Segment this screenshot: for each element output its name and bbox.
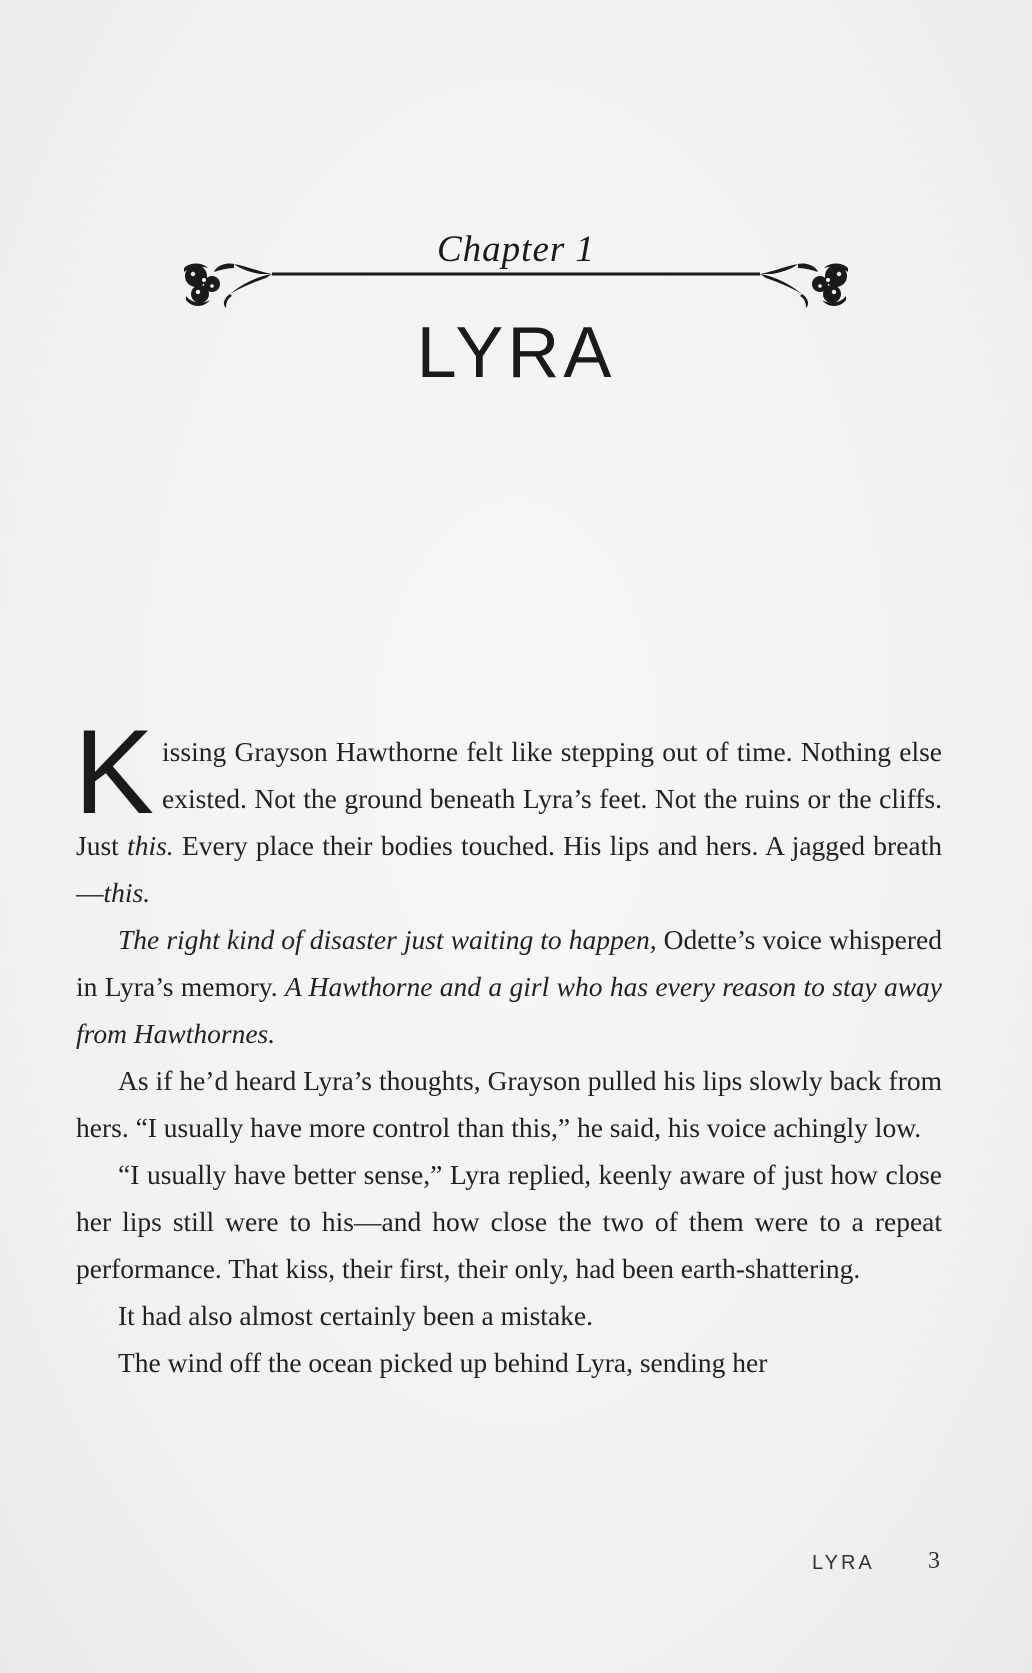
- flourish-rule-icon: [180, 262, 852, 318]
- paragraph-text: Every place their bodies touched. His lips and hers. A jagged breath—: [76, 830, 942, 908]
- page-number: 3: [928, 1548, 940, 1574]
- italic-text: this.: [127, 830, 174, 861]
- paragraph: The wind off the ocean picked up behind Lyra, sending her: [118, 1347, 768, 1378]
- paragraph: [76, 916, 942, 1057]
- paragraph-text: issing Grayson Hawthorne felt like stepping out of time. Nothing else existed. Not the ground beneath Lyra’s feet. Not the ruins or the cliffs. Just: [76, 736, 942, 861]
- running-head: LYRA: [812, 1552, 875, 1574]
- italic-text: The right kind of disaster just waiting to happen,: [118, 924, 657, 955]
- paragraph-text: Odette’s voice whispered in Lyra’s memory.: [76, 924, 943, 1002]
- chapter-body: [74, 705, 943, 1386]
- italic-text: A Hawthorne and a girl who has every reason to stay away from Hawthornes.: [76, 971, 942, 1049]
- chapter-title: LYRA: [416, 313, 616, 393]
- paragraph: [74, 705, 942, 916]
- paragraph: “I usually have better sense,” Lyra replied, keenly aware of just how close her lips still were to his—and how close the two of them were to a repeat performance. That kiss, their first, their only, had been earth-shattering.: [76, 1159, 942, 1284]
- italic-text: this.: [103, 877, 151, 908]
- paragraph: It had also almost certainly been a mistake.: [118, 1300, 593, 1331]
- paragraph: As if he’d heard Lyra’s thoughts, Grayson pulled his lips slowly back from hers. “I usually have more control than this,” he said, his voice achingly low.: [76, 1065, 942, 1143]
- chapter-label: Chapter 1: [436, 229, 596, 270]
- drop-cap: K: [74, 705, 155, 839]
